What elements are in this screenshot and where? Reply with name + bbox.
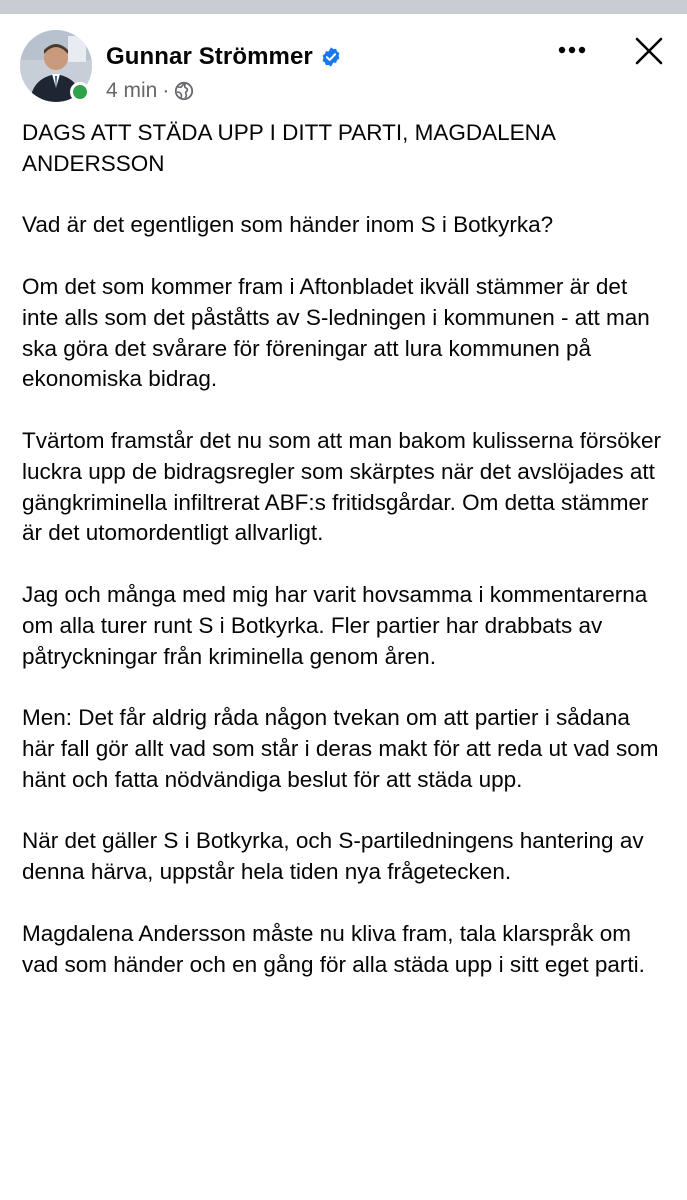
author-name[interactable]: Gunnar Strömmer — [106, 43, 313, 70]
post-paragraph: Magdalena Andersson måste nu kliva fram, tala klarspråk om vad som händer och en gång för alla städa upp i sitt eget parti. — [22, 920, 645, 977]
post-text — [22, 118, 667, 1011]
post-paragraph: Jag och många med mig har varit hovsamma i kommentarerna om alla turer runt S i Botkyrka. Fler partier har drabbats av påtryckningar från kriminella genom åren. — [22, 581, 648, 669]
globe-icon — [174, 81, 194, 101]
post-time[interactable]: 4 min — [106, 79, 158, 102]
meta-separator: · — [162, 79, 170, 102]
post-paragraph: Vad är det egentligen som händer inom S i Botkyrka? — [22, 212, 554, 238]
post-paragraph: Men: Det får aldrig råda någon tvekan om att partier i sådana här fall gör allt vad som står i deras makt för att reda ut vad som hänt och fatta nödvändiga beslut för att städa upp. — [22, 705, 659, 792]
post-paragraph: När det gäller S i Botkyrka, och S-partiledningens hantering av denna härva, uppstår hela tiden nya frågetecken. — [22, 828, 644, 885]
top-status-band — [0, 0, 687, 14]
post-meta — [106, 78, 194, 104]
online-status-dot — [70, 82, 90, 102]
close-icon[interactable] — [634, 36, 664, 66]
post-paragraph: Tvärtom framstår det nu som att man bakom kulisserna försöker luckra upp de bidragsregler som skärptes när det avslöjades att gängkriminella infiltrerat ABF:s fritidsgårdar. Om detta stämmer är det utomordentligt allvarligt. — [22, 427, 661, 546]
post-paragraph-title: DAGS ATT STÄDA UPP I DITT PARTI, MAGDALENA ANDERSSON — [22, 120, 555, 176]
more-options-icon[interactable] — [554, 38, 590, 62]
post-paragraph: Om det som kommer fram i Aftonbladet ikväll stämmer är det inte alls som det påståtts av S-ledningen i kommunen - att man ska göra det svårare för föreningar att lura kommunen på ekonomiska bidrag. — [22, 273, 650, 392]
author-avatar[interactable] — [20, 30, 92, 102]
post-header — [20, 30, 670, 106]
verified-badge-icon — [320, 46, 342, 68]
